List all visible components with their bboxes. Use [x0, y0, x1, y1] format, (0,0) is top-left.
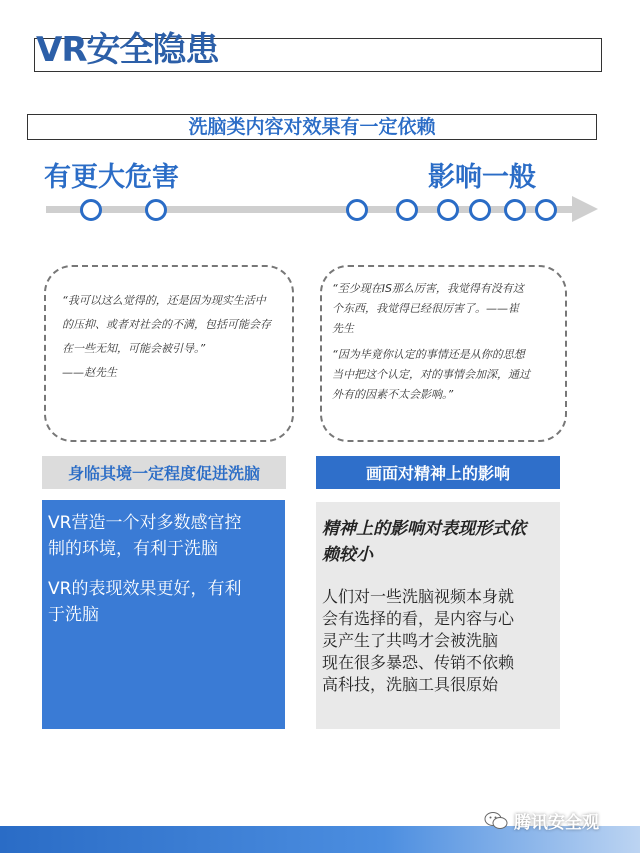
scale-dot: [469, 199, 491, 221]
wechat-icon: [484, 811, 508, 831]
scale-dot: [346, 199, 368, 221]
subtitle-frame: [27, 114, 597, 140]
section-label-right: [316, 456, 560, 489]
panel-point: VR营造一个对多数感官控 制的环境，有利于洗脑: [48, 513, 242, 559]
scale-line: [46, 206, 574, 213]
scale-dot: [396, 199, 418, 221]
watermark: [484, 808, 599, 833]
subtitle: 洗脑类内容对效果有一定依赖: [188, 116, 436, 138]
quote-text: “因为毕竟你认定的事情还是从你的思想 当中把这个认定，对的事情会加深，通过 外有的因素不太会影响。”: [332, 348, 530, 401]
quote-box-left: [44, 265, 294, 442]
section-label-text: 身临其境一定程度促进洗脑: [67, 464, 260, 483]
quote-text: “至少现在IS那么厉害，我觉得有没有这 个东西，我觉得已经很厉害了。——崔 先生: [332, 282, 524, 335]
section-label-left: [42, 456, 286, 489]
scale-dot: [437, 199, 459, 221]
watermark-text: 腾讯安全观: [514, 813, 599, 833]
panel-left: [42, 500, 285, 729]
panel-heading: 精神上的影响对表现形式依 赖较小: [322, 519, 526, 565]
panel-body: 人们对一些洗脑视频本身就 会有选择的看，是内容与心 灵产生了共鸣才会被洗脑 现在很多暴恐、传销不依赖 高科技，洗脑工具很原始: [322, 587, 515, 694]
quote-box-right: [320, 265, 567, 442]
scale-left-label: 有更大危害: [44, 162, 179, 193]
page-title: VR安全隐患: [36, 30, 219, 70]
scale-arrow-icon: [572, 196, 598, 222]
panel-right: [316, 502, 560, 729]
scale-right-label: 影响一般: [428, 162, 536, 193]
panel-point: VR的表现效果更好，有利 于洗脑: [48, 579, 242, 625]
scale-dot: [504, 199, 526, 221]
quote-text: “我可以这么觉得的，还是因为现实生活中 的压抑、或者对社会的不满，包括可能会存 在一些无知，可能会被引导。” ——赵先生: [62, 294, 271, 379]
scale-dot: [80, 199, 102, 221]
scale-dot: [145, 199, 167, 221]
scale-dot: [535, 199, 557, 221]
section-label-text: 画面对精神上的影响: [365, 464, 510, 483]
